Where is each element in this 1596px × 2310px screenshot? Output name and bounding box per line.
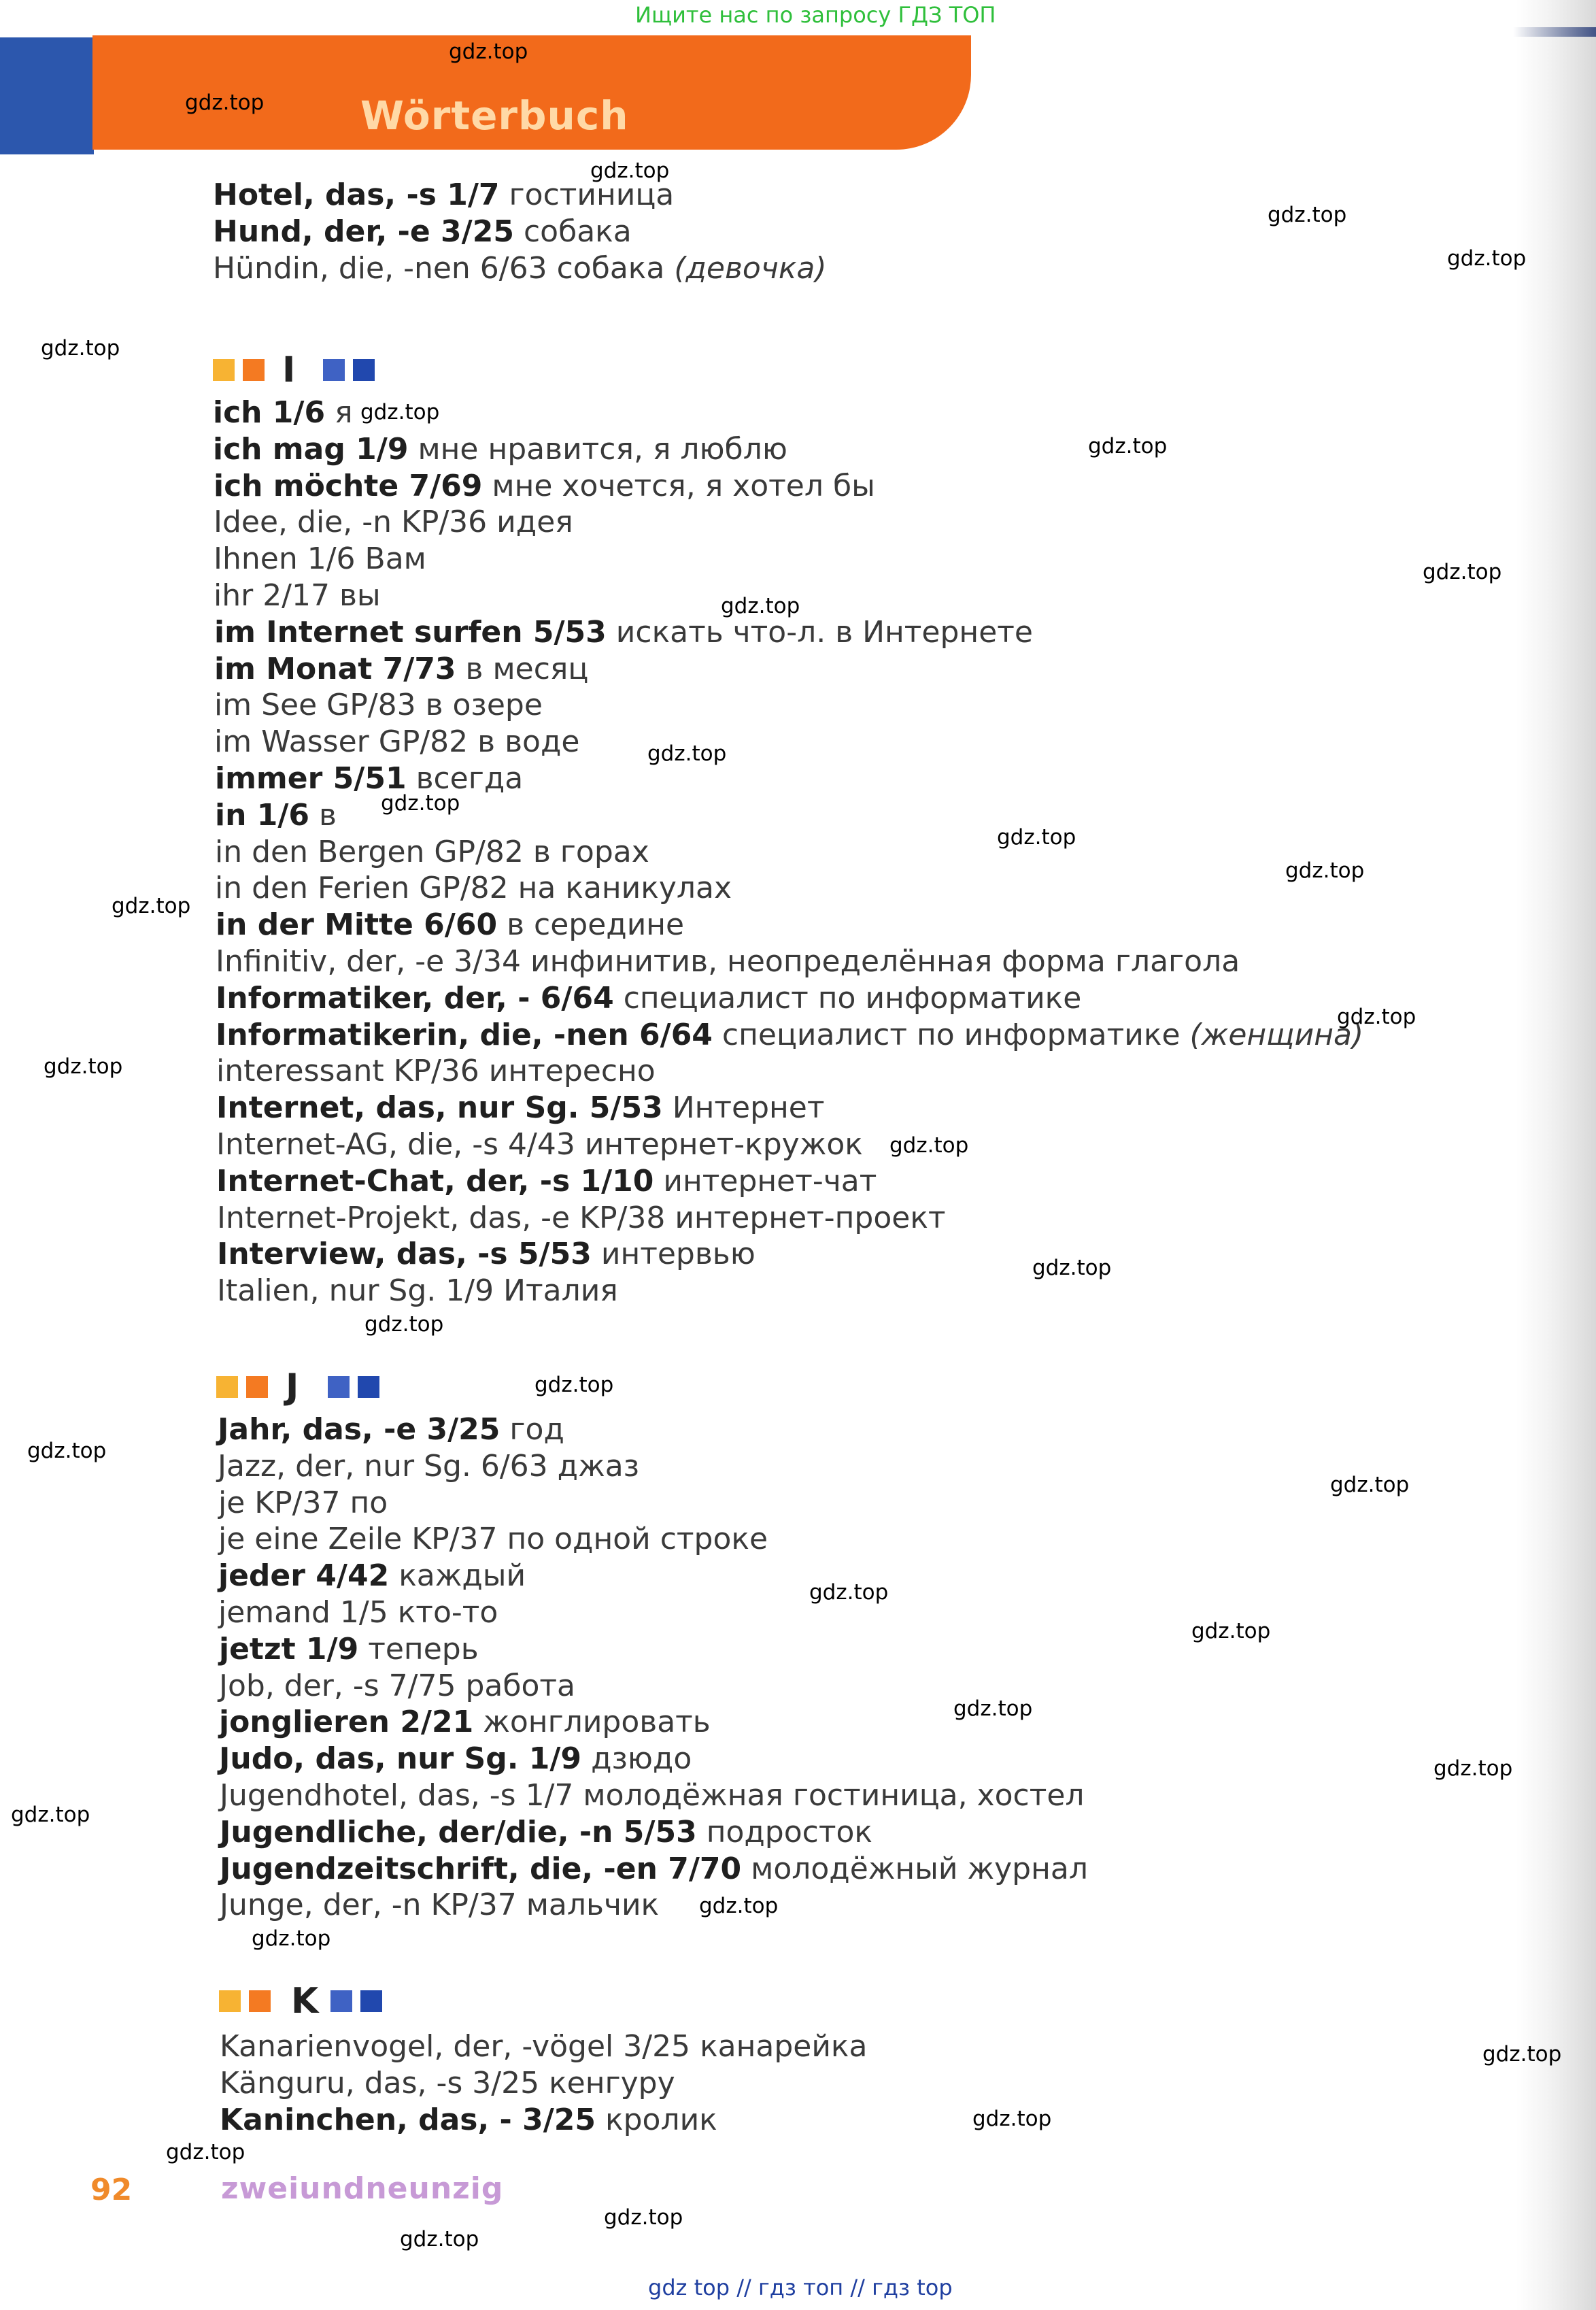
entry-german: ich 1/6 — [213, 395, 326, 430]
entry-russian: подросток — [706, 1814, 872, 1849]
watermark-text: gdz.top — [252, 1926, 331, 1951]
entry-russian: специалист по информатике — [721, 1017, 1181, 1052]
dictionary-entry — [216, 980, 1081, 1017]
entry-russian: вы — [339, 578, 381, 613]
entry-russian: в середине — [507, 907, 685, 943]
dictionary-entry — [215, 870, 732, 907]
dictionary-entry — [218, 1521, 768, 1558]
dictionary-entry — [218, 1448, 639, 1485]
entry-russian: инфинитив, неопределённая форма глагола — [530, 944, 1240, 979]
dictionary-entry — [220, 1777, 1085, 1814]
square-blue-icon — [330, 1990, 352, 2012]
letter-heading-i — [213, 350, 417, 390]
entry-german: je KP/37 — [218, 1485, 341, 1520]
section-letter: J — [286, 1367, 299, 1407]
dictionary-entry — [219, 1741, 692, 1777]
watermark-text: gdz.top — [1268, 203, 1347, 227]
entry-russian: кролик — [605, 2102, 717, 2137]
watermark-text: gdz.top — [889, 1133, 969, 1158]
entry-german: Jugendhotel, das, -s 1/7 — [220, 1778, 574, 1813]
dictionary-entry — [213, 395, 353, 431]
watermark-text: gdz.top — [647, 741, 727, 766]
dictionary-entry — [217, 1273, 618, 1309]
entry-german: Junge, der, -n KP/37 — [220, 1888, 517, 1923]
watermark-text: gdz.top — [112, 894, 191, 918]
square-yellow-icon — [213, 359, 235, 381]
dictionary-entry — [220, 2065, 675, 2102]
watermark-text: gdz.top — [1447, 246, 1527, 271]
entry-german: im Monat 7/73 — [214, 651, 456, 686]
dictionary-entry — [216, 943, 1240, 980]
dictionary-entry — [214, 504, 573, 541]
entry-german: Internet, das, nur Sg. 5/53 — [216, 1090, 663, 1126]
watermark-text: gdz.top — [1285, 858, 1365, 883]
square-yellow-icon — [216, 1376, 238, 1398]
dictionary-entry — [213, 431, 787, 468]
entry-russian: собака — [556, 251, 665, 286]
dictionary-entry — [218, 1485, 388, 1522]
dictionary-entry — [218, 1594, 498, 1631]
dictionary-entry — [217, 1200, 946, 1237]
entry-russian: мне нравится, я люблю — [418, 431, 787, 467]
entry-german: Jahr, das, -e 3/25 — [218, 1412, 500, 1447]
entry-german: ich mag 1/9 — [213, 431, 409, 467]
entry-german: Ihnen 1/6 — [214, 541, 356, 577]
entry-german: im Internet surfen 5/53 — [214, 614, 607, 650]
watermark-text: gdz.top — [590, 158, 670, 183]
watermark-text: gdz.top — [972, 2107, 1052, 2131]
entry-german: je eine Zeile KP/37 — [218, 1522, 498, 1557]
dictionary-entry — [219, 1631, 479, 1668]
dictionary-entry — [219, 1668, 575, 1705]
dictionary-entry — [216, 907, 684, 943]
entry-russian: по — [350, 1485, 388, 1520]
entry-german: Judo, das, nur Sg. 1/9 — [219, 1741, 582, 1777]
entry-russian: теперь — [368, 1631, 479, 1667]
entry-german: im See GP/83 — [214, 688, 416, 723]
square-orange-icon — [246, 1376, 268, 1398]
watermark-text: gdz.top — [1337, 1005, 1416, 1029]
entry-german: jemand 1/5 — [218, 1595, 388, 1630]
entry-german: immer 5/51 — [215, 761, 407, 796]
dictionary-entry — [218, 1411, 564, 1448]
letter-heading-k — [219, 1981, 423, 2022]
dictionary-entry — [216, 1053, 656, 1090]
entry-russian: собака — [523, 214, 632, 249]
watermark-text: gdz.top — [997, 825, 1076, 850]
entry-russian: искать что-л. в Интернете — [615, 614, 1033, 650]
dictionary-entry — [217, 1236, 755, 1273]
dictionary-entry — [220, 2028, 867, 2065]
watermark-text: gdz.top — [449, 39, 528, 64]
section-letter: I — [282, 350, 296, 390]
entry-german: in den Bergen GP/82 — [215, 834, 524, 869]
page-fold-top-mark — [1513, 27, 1596, 37]
entry-russian-note: (женщина) — [1189, 1017, 1364, 1052]
dictionary-entry — [216, 1163, 877, 1200]
page-number-word: zweiundneunzig — [221, 2171, 504, 2206]
entry-russian: в воде — [477, 724, 580, 760]
page-number: 92 — [90, 2173, 133, 2207]
dictionary-entry — [213, 214, 632, 250]
entry-russian: молодёжная гостиница, хостел — [583, 1778, 1085, 1813]
entry-russian-note: (девочка) — [674, 251, 827, 286]
entry-russian: всегда — [415, 761, 524, 796]
square-orange-icon — [249, 1990, 271, 2012]
square-blue-icon — [323, 359, 345, 381]
entry-german: Internet-Projekt, das, -e KP/38 — [217, 1200, 666, 1235]
dictionary-entry — [214, 468, 875, 505]
entry-russian: мне хочется, я хотел бы — [492, 468, 875, 503]
watermark-text: gdz.top — [381, 791, 460, 816]
entry-russian: идея — [496, 505, 573, 540]
watermark-text: gdz.top — [721, 594, 800, 618]
watermark-text: gdz.top — [364, 1312, 444, 1337]
entry-russian: работа — [465, 1668, 576, 1703]
entry-russian: год — [509, 1412, 564, 1447]
entry-german: Informatikerin, die, -nen 6/64 — [216, 1017, 713, 1052]
entry-german: in der Mitte 6/60 — [216, 907, 498, 943]
watermark-text: gdz.top — [1423, 560, 1502, 584]
entry-russian: мальчик — [526, 1888, 660, 1923]
dictionary-entry — [213, 250, 827, 287]
entry-german: interessant KP/36 — [216, 1054, 479, 1089]
square-blue-icon — [358, 1376, 379, 1398]
entry-russian: интернет-проект — [675, 1200, 946, 1235]
page-fold-shadow — [1516, 0, 1596, 2310]
entry-russian: я — [335, 395, 353, 430]
square-blue-icon — [328, 1376, 350, 1398]
entry-german: Jugendzeitschrift, die, -en 7/70 — [220, 1851, 742, 1886]
entry-german: jeder 4/42 — [218, 1558, 390, 1594]
entry-german: Kaninchen, das, - 3/25 — [220, 2102, 596, 2137]
entry-russian: молодёжный журнал — [751, 1851, 1088, 1886]
watermark-text: gdz.top — [1330, 1473, 1410, 1497]
entry-german: Informatiker, der, - 6/64 — [216, 980, 614, 1016]
watermark-text: gdz.top — [809, 1580, 889, 1605]
entry-german: Hündin, die, -nen 6/63 — [213, 251, 547, 286]
dictionary-entry — [220, 1851, 1088, 1888]
dictionary-entry — [220, 1887, 659, 1924]
square-yellow-icon — [219, 1990, 241, 2012]
square-orange-icon — [243, 359, 265, 381]
watermark-text: gdz.top — [953, 1696, 1033, 1721]
entry-russian: на каникулах — [517, 871, 732, 906]
entry-german: Infinitiv, der, -e 3/34 — [216, 944, 521, 979]
watermark-text: gdz.top — [1433, 1756, 1513, 1781]
dictionary-entry — [220, 2102, 717, 2139]
entry-german: Internet-Chat, der, -s 1/10 — [216, 1163, 654, 1199]
entry-russian: жонглировать — [483, 1705, 711, 1740]
dictionary-entry — [218, 1558, 526, 1594]
watermark-text: gdz.top — [41, 336, 120, 361]
page-title: Wörterbuch — [360, 93, 629, 139]
entry-russian: по одной строке — [507, 1522, 768, 1557]
watermark-text: gdz.top — [1191, 1619, 1271, 1643]
entry-german: Internet-AG, die, -s 4/43 — [216, 1127, 575, 1162]
watermark-text: gdz.top — [360, 400, 440, 424]
footer-links[interactable]: gdz top // гдз топ // гдз top — [648, 2275, 953, 2300]
entry-german: Jazz, der, nur Sg. 6/63 — [218, 1448, 548, 1484]
entry-german: Idee, die, -n KP/36 — [214, 505, 488, 540]
dictionary-entry — [214, 578, 381, 614]
watermark-text: gdz.top — [44, 1054, 123, 1079]
entry-russian: Италия — [503, 1273, 618, 1309]
dictionary-entry — [214, 651, 588, 688]
entry-russian: кенгуру — [549, 2065, 675, 2100]
entry-russian: канарейка — [700, 2029, 868, 2064]
entry-german: im Wasser GP/82 — [214, 724, 469, 760]
watermark-text: gdz.top — [27, 1439, 107, 1463]
entry-german: jonglieren 2/21 — [219, 1705, 474, 1740]
section-letter: K — [291, 1981, 319, 2022]
entry-german: Hotel, das, -s 1/7 — [213, 178, 500, 212]
watermark-text: gdz.top — [534, 1373, 614, 1397]
watermark-text: gdz.top — [1482, 2042, 1562, 2066]
entry-german: Italien, nur Sg. 1/9 — [217, 1273, 494, 1309]
entry-russian: Интернет — [672, 1090, 825, 1126]
entry-german: in den Ferien GP/82 — [215, 871, 509, 906]
square-blue-icon — [353, 359, 375, 381]
entry-russian: интернет-кружок — [584, 1127, 863, 1162]
watermark-text: gdz.top — [185, 90, 265, 115]
entry-german: jetzt 1/9 — [219, 1631, 359, 1667]
entry-german: in 1/6 — [215, 797, 310, 833]
entry-german: Job, der, -s 7/75 — [219, 1668, 456, 1703]
watermark-text: gdz.top — [699, 1894, 779, 1918]
entry-german: ich möchte 7/69 — [214, 468, 483, 503]
watermark-text: gdz.top — [400, 2227, 479, 2252]
header-blue-block — [0, 37, 94, 154]
dictionary-entry — [215, 797, 337, 834]
entry-russian: специалист по информатике — [623, 980, 1082, 1016]
dictionary-entry — [219, 1704, 711, 1741]
dictionary-entry — [214, 541, 426, 578]
entry-russian: дзюдо — [591, 1741, 692, 1777]
entry-german: Känguru, das, -s 3/25 — [220, 2065, 540, 2100]
watermark-text: gdz.top — [1032, 1256, 1112, 1280]
entry-german: ihr 2/17 — [214, 578, 330, 613]
square-blue-icon — [360, 1990, 382, 2012]
entry-russian: Вам — [364, 541, 426, 577]
entry-russian: в озере — [425, 688, 543, 723]
entry-german: Kanarienvogel, der, -vögel 3/25 — [220, 2029, 691, 2064]
entry-russian: интернет-чат — [663, 1163, 877, 1199]
entry-german: Interview, das, -s 5/53 — [217, 1237, 592, 1272]
dictionary-entry — [214, 724, 579, 760]
entry-russian: интересно — [488, 1054, 656, 1089]
entry-russian: джаз — [557, 1448, 640, 1484]
dictionary-entry — [214, 614, 1033, 651]
dictionary-entry — [214, 687, 543, 724]
letter-heading-j — [216, 1367, 420, 1407]
entry-russian: каждый — [398, 1558, 526, 1594]
dictionary-entry — [220, 1814, 872, 1851]
entry-russian: кто-то — [397, 1595, 498, 1630]
entry-russian: в горах — [532, 834, 649, 869]
watermark-text: gdz.top — [1088, 434, 1168, 458]
entry-russian: в — [319, 797, 337, 833]
dictionary-entry — [216, 1126, 863, 1163]
entry-russian: гостиница — [509, 178, 675, 212]
dictionary-entry — [215, 834, 649, 871]
dictionary-entry — [215, 760, 523, 797]
entry-russian: интервью — [600, 1237, 755, 1272]
watermark-text: gdz.top — [11, 1803, 90, 1827]
entry-russian: в месяц — [465, 651, 589, 686]
entry-german: Hund, der, -e 3/25 — [213, 214, 514, 249]
dictionary-entry — [216, 1090, 825, 1126]
top-note-link[interactable]: Ищите нас по запросу ГДЗ ТОП — [635, 2, 996, 28]
entry-german: Jugendliche, der/die, -n 5/53 — [220, 1814, 697, 1849]
dictionary-entry — [216, 1017, 1363, 1054]
watermark-text: gdz.top — [166, 2140, 245, 2164]
watermark-text: gdz.top — [604, 2205, 683, 2230]
